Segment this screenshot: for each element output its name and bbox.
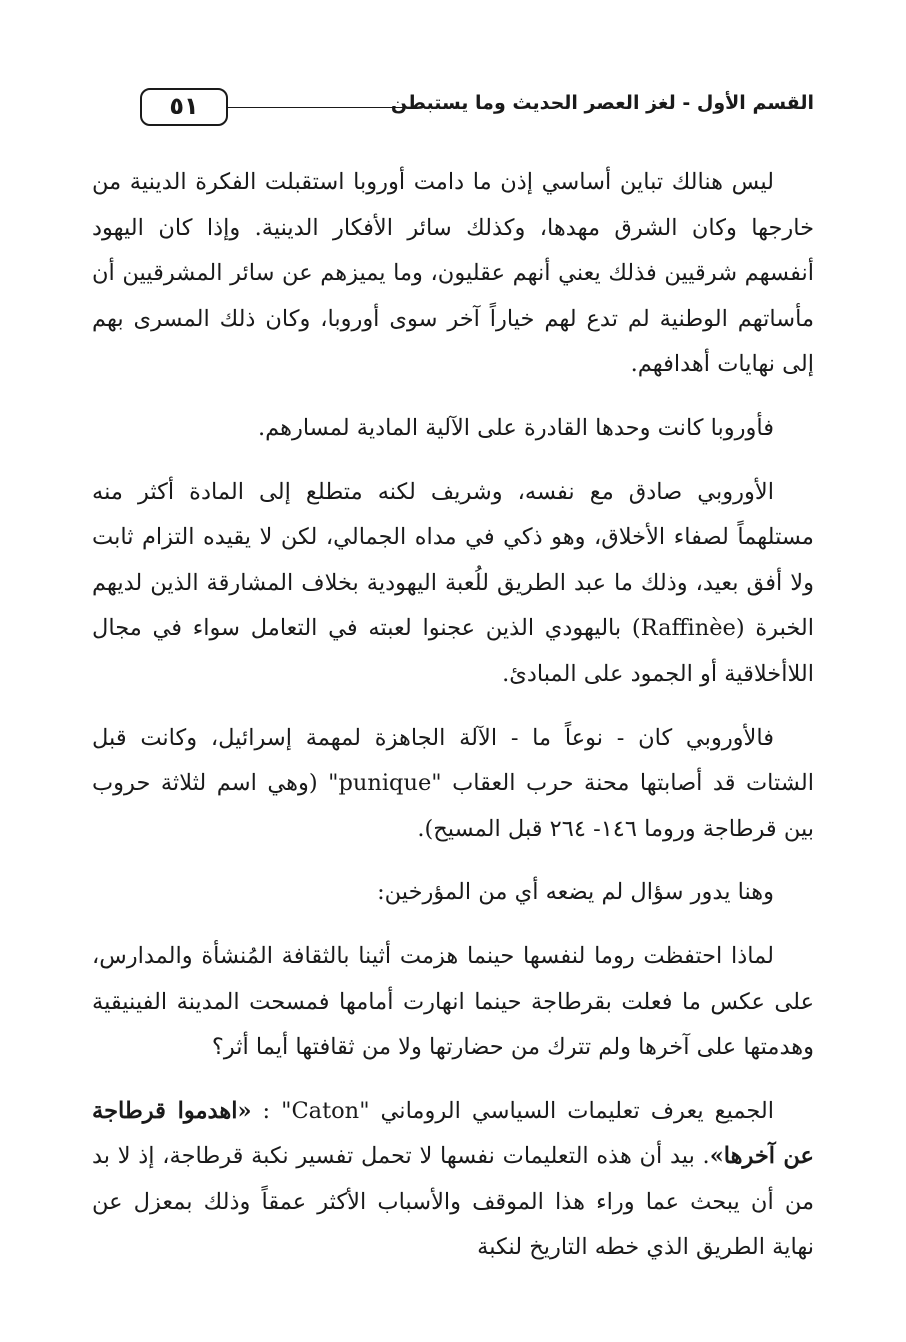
body-text [92,160,814,1289]
page-number: ٥١ [140,88,228,126]
paragraph-7-lead: الجميع يعرف تعليمات السياسي الروماني "Caton" : [251,1097,774,1124]
paragraph-6: لماذا احتفظت روما لنفسها حينما هزمت أثينا بالثقافة المُنشأة والمدارس، على عكس ما فعلت بقرطاجة حينما انهارت أمامها فمسحت المدينة الفينيقية وهدمتها على آخرها ولم تترك من حضارتها ولا من ثقافتها أيما أثر؟ [92,942,814,1061]
paragraph-7-tail: . بيد أن هذه التعليمات نفسها لا تحمل تفسير نكبة قرطاجة، إذ لا بد من أن يبحث عما وراء هذا الموقف والأسباب الأكثر عمقاً وذلك بمعزل عن نهاية الطريق الذي خطه التاريخ لنكبة [92,1143,814,1261]
paragraph-4: فالأوروبي كان - نوعاً ما - الآلة الجاهزة لمهمة إسرائيل، وكانت قبل الشتات قد أصابتها محنة حرب العقاب "punique" (وهي اسم لثلاثة حروب بين قرطاجة وروما ١٤٦- ٢٦٤ قبل المسيح). [92,724,814,842]
caton-quote: «اهدموا قرطاجة عن آخرها» [92,1097,814,1170]
paragraph-1: ليس هنالك تباين أساسي إذن ما دامت أوروبا استقبلت الفكرة الدينية من خارجها وكان الشرق مهدها، وكذلك سائر الأفكار الدينية. وإذا كان اليهود أنفسهم شرقيين فذلك يعني أنهم عقليون، وما يميزهم عن سائر المشرقيين أن مأساتهم الوطنية لم تدع لهم خياراً آخر سوى أوروبا، وكان ذلك المسرى بهم إلى نهايات أهدافهم. [92,169,814,378]
running-title: القسم الأول - لغز العصر الحديث وما يستبطن [390,92,814,114]
paragraph-7 [92,1089,814,1271]
paragraph-5: وهنا يدور سؤال لم يضعه أي من المؤرخين: [377,879,774,906]
paragraph-2: فأوروبا كانت وحدها القادرة على الآلية المادية لمسارهم. [257,414,774,441]
running-header [140,86,814,130]
paragraph-3: الأوروبي صادق مع نفسه، وشريف لكنه متطلع إلى المادة أكثر منه مستلهماً لصفاء الأخلاق، وهو ذكي في مداه الجمالي، لكن لا يقيده التزام ثابت ولا أفق بعيد، وذلك ما عبد الطريق للُعبة اليهودية بخلاف المشارقة الذين لديهم الخبرة (Raffinèe) باليهودي الذين عجنوا لعبته في التعامل سواء في مجال اللاأخلاقية أو الجمود على المبادئ. [92,478,814,687]
